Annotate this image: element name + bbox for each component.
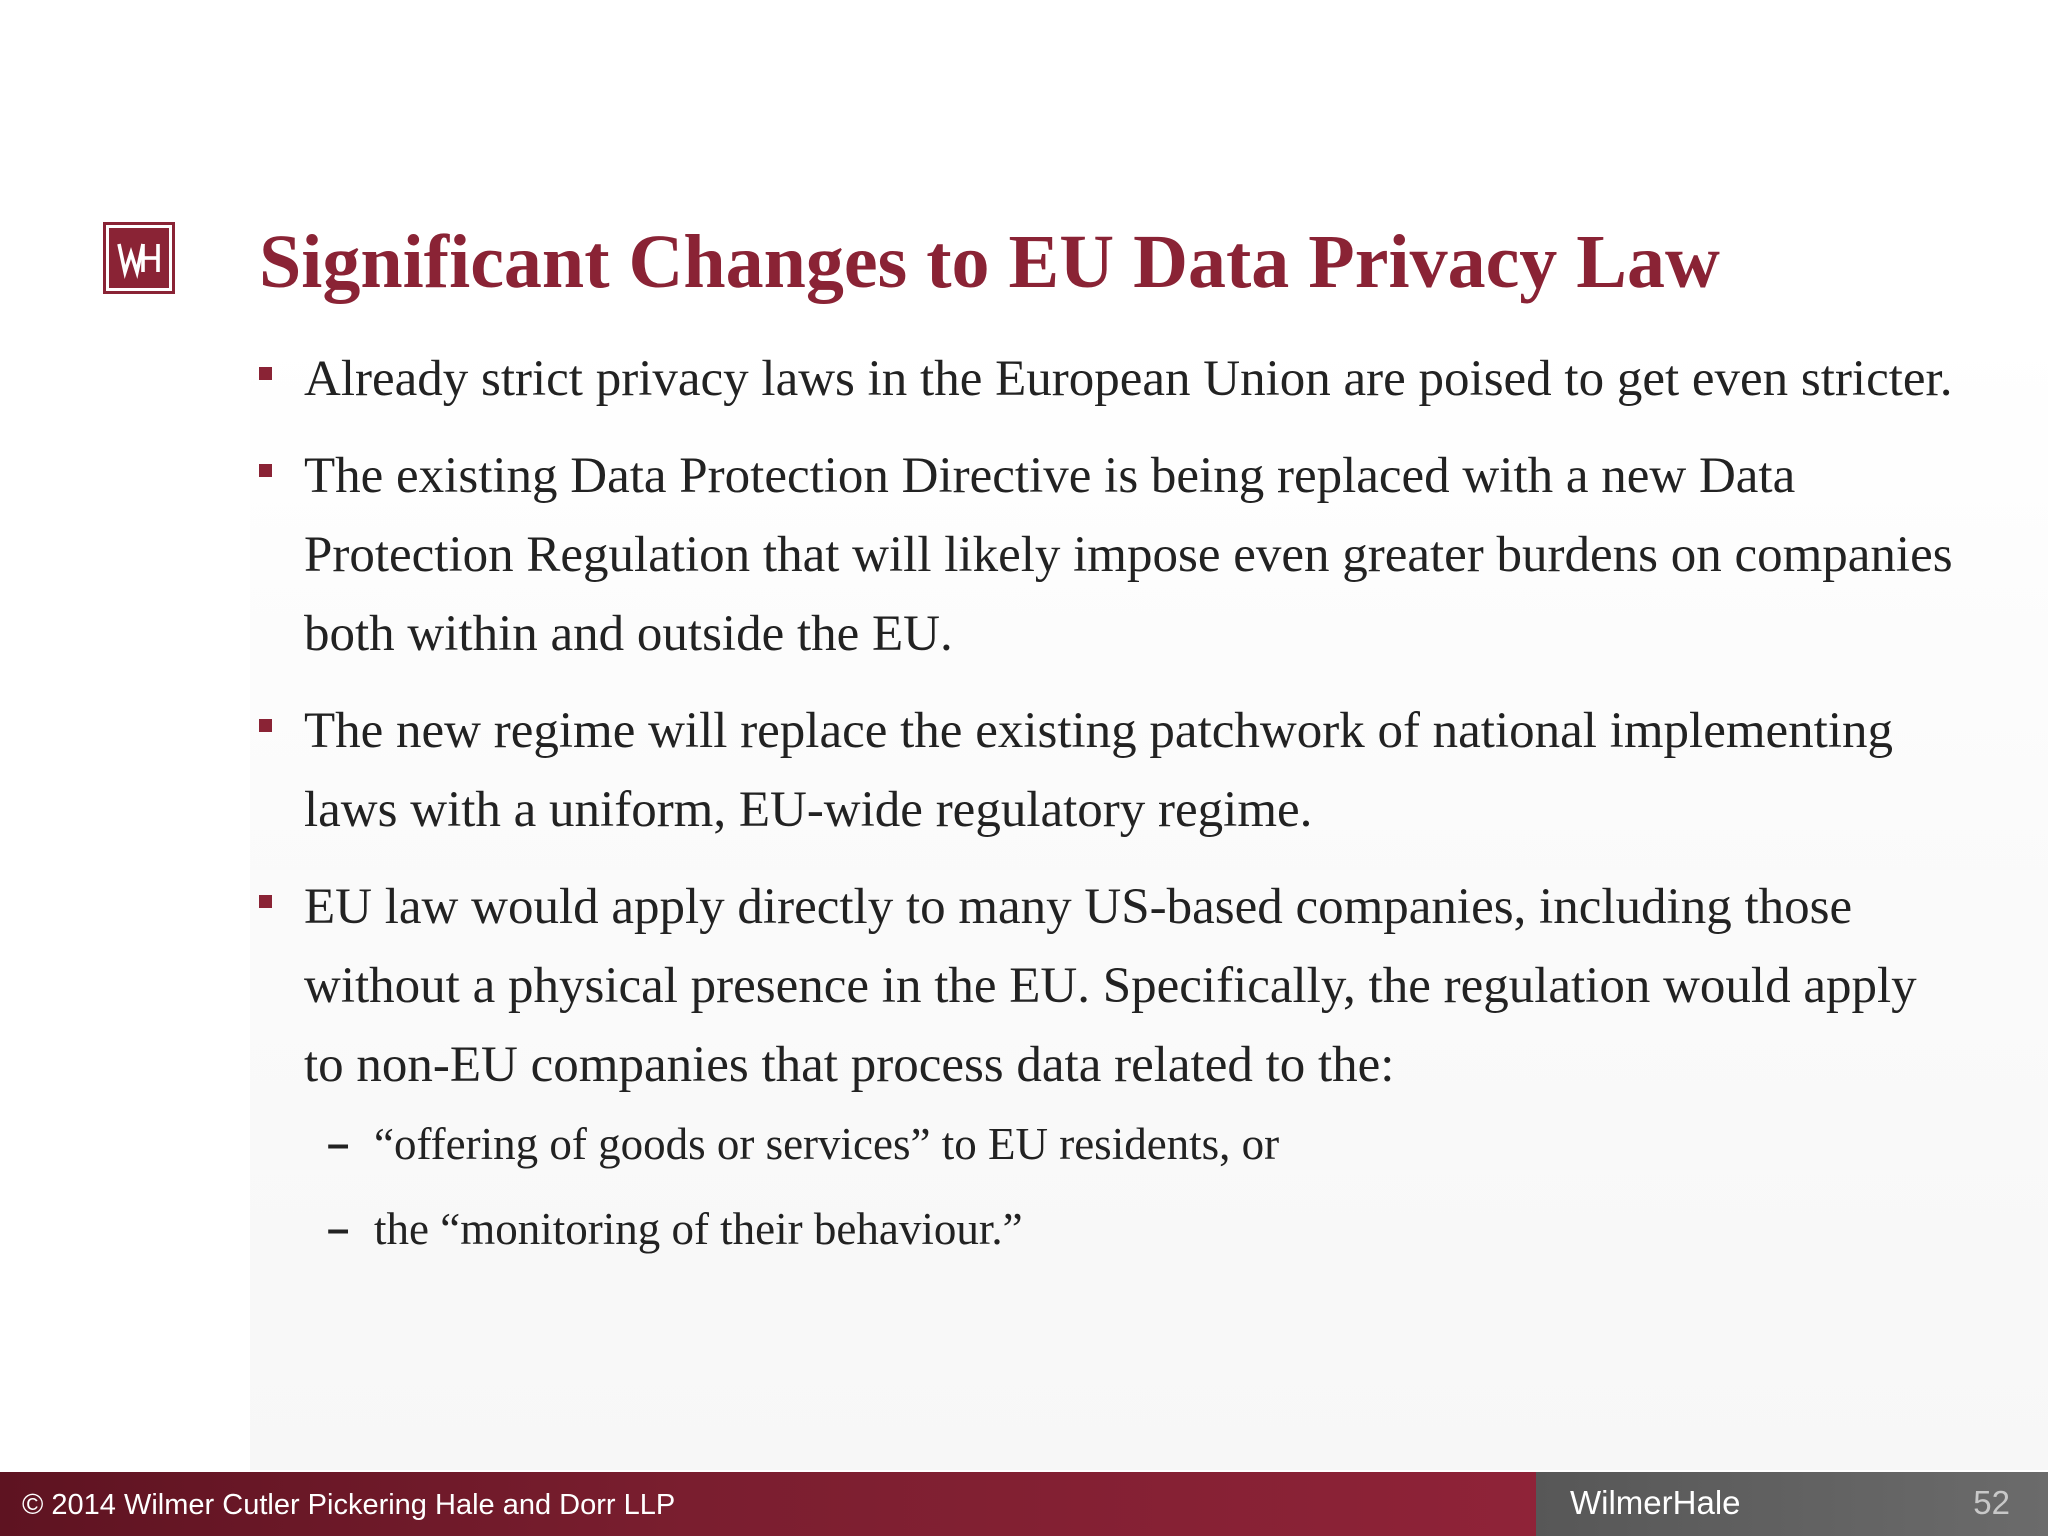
square-bullet-icon bbox=[259, 895, 272, 908]
bullet-item bbox=[259, 437, 1959, 674]
sub-bullet-item bbox=[259, 1196, 1959, 1262]
bullet-item bbox=[259, 692, 1959, 850]
copyright-text: © 2014 Wilmer Cutler Pickering Hale and Dorr LLP bbox=[22, 1489, 676, 1521]
bullet-item bbox=[259, 868, 1959, 1262]
footer-right-panel bbox=[1536, 1472, 2048, 1536]
slide-title: Significant Changes to EU Data Privacy Law bbox=[259, 220, 1720, 304]
sub-bullet-text: “offering of goods or services” to EU residents, or bbox=[374, 1119, 1280, 1169]
bullet-list bbox=[259, 340, 1959, 1281]
square-bullet-icon bbox=[259, 367, 272, 380]
square-bullet-icon bbox=[259, 464, 272, 477]
bullet-text: The new regime will replace the existing patchwork of national implementing laws with a uniform, EU-wide regulatory regime. bbox=[304, 703, 1893, 838]
bullet-text: EU law would apply directly to many US-based companies, including those without a physical presence in the EU. Specifically, the regulation would apply to non-EU companies that process data related to the: bbox=[304, 879, 1917, 1093]
dash-bullet-icon: – bbox=[327, 1122, 350, 1166]
footer-left-panel bbox=[0, 1472, 1536, 1536]
brand-name: WilmerHale bbox=[1570, 1484, 1741, 1521]
dash-bullet-icon: – bbox=[327, 1207, 350, 1251]
sub-bullet-item bbox=[259, 1111, 1959, 1177]
bullet-text: Already strict privacy laws in the European Union are poised to get even stricter. bbox=[304, 351, 1953, 407]
bullet-text: The existing Data Protection Directive is being replaced with a new Data Protection Regulation that will likely impose even greater burdens on companies both within and outside the EU. bbox=[304, 448, 1953, 662]
square-bullet-icon bbox=[259, 719, 272, 732]
wilmerhale-wh-logo-icon bbox=[103, 222, 175, 294]
footer-bar bbox=[0, 1472, 2048, 1536]
sub-bullet-text: the “monitoring of their behaviour.” bbox=[374, 1204, 1023, 1254]
sub-bullet-list bbox=[304, 1111, 1959, 1262]
bullet-item bbox=[259, 340, 1959, 419]
page-number: 52 bbox=[1973, 1484, 2010, 1521]
